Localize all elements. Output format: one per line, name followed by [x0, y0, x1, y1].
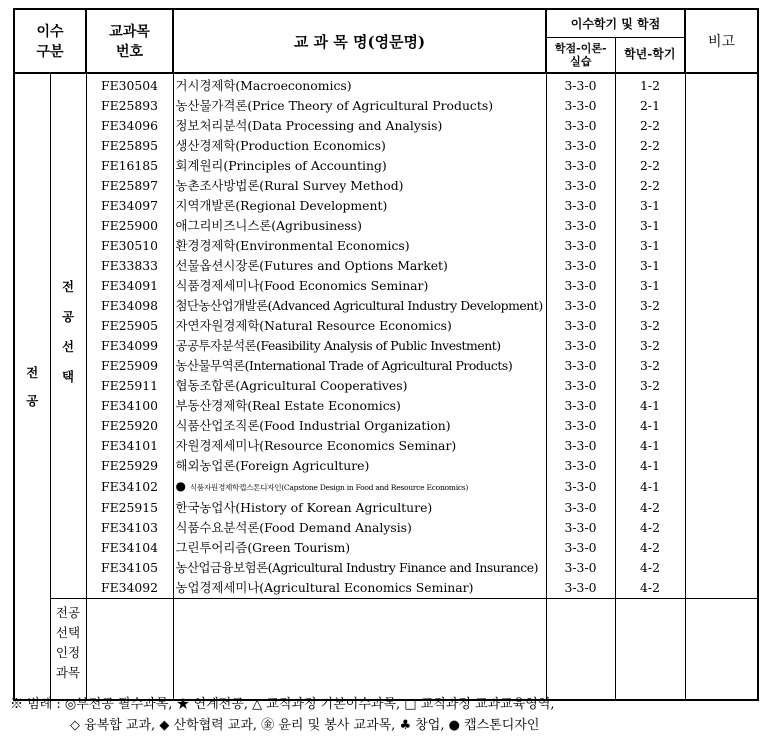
course-remarks	[685, 336, 758, 356]
header-credits-sub-line1: 학점-이론-	[554, 41, 607, 55]
course-remarks	[685, 196, 758, 216]
course-name: 회계원리(Principles of Accounting)	[173, 156, 546, 176]
header-credits-sub-line2: 실습	[570, 54, 592, 68]
recognized-label-word: 선택	[55, 625, 81, 640]
header-category	[14, 9, 86, 73]
course-credits: 3-3-0	[546, 176, 615, 196]
category-major	[14, 73, 50, 700]
recognized-elective-row	[14, 599, 758, 701]
course-code: FE34091	[86, 276, 173, 296]
course-remarks	[685, 316, 758, 336]
course-remarks	[685, 518, 758, 538]
recognized-elective-label	[50, 599, 86, 701]
recognized-label-word: 과목	[55, 665, 81, 680]
course-remarks	[685, 356, 758, 376]
course-code: FE25897	[86, 176, 173, 196]
course-year-semester: 3-2	[615, 336, 685, 356]
table-row	[14, 196, 758, 216]
recognized-empty-cell	[86, 599, 173, 701]
course-code: FE16185	[86, 156, 173, 176]
course-code: FE25905	[86, 316, 173, 336]
header-semester-credit: 이수학기 및 학점	[546, 9, 685, 37]
recognized-empty-cell	[685, 599, 758, 701]
course-credits: 3-3-0	[546, 578, 615, 599]
table-row	[14, 476, 758, 498]
table-row	[14, 136, 758, 156]
table-row	[14, 256, 758, 276]
course-code: FE34103	[86, 518, 173, 538]
header-code-bottom: 번호	[115, 44, 144, 60]
table-row	[14, 518, 758, 538]
course-name: 생산경제학(Production Economics)	[173, 136, 546, 156]
category-elective-char: 선	[62, 339, 74, 354]
course-credits: 3-3-0	[546, 136, 615, 156]
course-remarks	[685, 96, 758, 116]
course-credits: 3-3-0	[546, 356, 615, 376]
recognized-empty-cell	[615, 599, 685, 701]
course-credits: 3-3-0	[546, 316, 615, 336]
recognized-label-word: 인정	[55, 645, 81, 660]
course-name: 애그리비즈니스론(Agribusiness)	[173, 216, 546, 236]
course-code: FE34101	[86, 436, 173, 456]
course-name: 자연자원경제학(Natural Resource Economics)	[173, 316, 546, 336]
course-year-semester: 4-2	[615, 538, 685, 558]
table-row	[14, 276, 758, 296]
course-remarks	[685, 176, 758, 196]
table-row	[14, 558, 758, 578]
course-remarks	[685, 276, 758, 296]
category-elective	[50, 73, 86, 599]
table-row	[14, 96, 758, 116]
course-name: 정보처리분석(Data Processing and Analysis)	[173, 116, 546, 136]
course-year-semester: 4-1	[615, 396, 685, 416]
course-year-semester: 2-1	[615, 96, 685, 116]
table-row	[14, 316, 758, 336]
course-remarks	[685, 236, 758, 256]
course-credits: 3-3-0	[546, 376, 615, 396]
course-name: 농산물가격론(Price Theory of Agricultural Products)	[173, 96, 546, 116]
course-code: FE33833	[86, 256, 173, 276]
course-name	[173, 476, 546, 498]
course-name: 자원경제세미나(Resource Economics Seminar)	[173, 436, 546, 456]
table-row	[14, 73, 758, 96]
header-course-name: 교 과 목 명(영문명)	[173, 9, 546, 73]
course-code: FE34096	[86, 116, 173, 136]
course-code: FE25911	[86, 376, 173, 396]
course-year-semester: 2-2	[615, 176, 685, 196]
course-remarks	[685, 296, 758, 316]
course-remarks	[685, 578, 758, 599]
course-credits: 3-3-0	[546, 416, 615, 436]
table-row	[14, 216, 758, 236]
course-year-semester: 4-2	[615, 498, 685, 518]
course-table-document	[13, 8, 759, 701]
course-name: 거시경제학(Macroeconomics)	[173, 73, 546, 96]
course-year-semester: 3-1	[615, 236, 685, 256]
category-elective-char: 택	[62, 369, 74, 384]
course-year-semester: 4-2	[615, 518, 685, 538]
course-credits: 3-3-0	[546, 296, 615, 316]
recognized-empty-cell	[173, 599, 546, 701]
legend	[10, 694, 770, 736]
course-name: 그린투어리즘(Green Tourism)	[173, 538, 546, 558]
table-row	[14, 578, 758, 599]
course-name: 한국농업사(History of Korean Agriculture)	[173, 498, 546, 518]
course-remarks	[685, 376, 758, 396]
header-credits-sub	[546, 37, 615, 73]
legend-line-1: ※ 범례 : ◎부전공 필수과목, ★ 연계전공, △ 교직과정 기본이수과목, □ 교직과정 교과교육영역,	[10, 697, 555, 712]
course-credits: 3-3-0	[546, 73, 615, 96]
course-year-semester: 1-2	[615, 73, 685, 96]
course-name: 농업경제세미나(Agricultural Economics Seminar)	[173, 578, 546, 599]
course-year-semester: 3-1	[615, 216, 685, 236]
course-remarks	[685, 498, 758, 518]
course-credits: 3-3-0	[546, 196, 615, 216]
course-name: 선물옵션시장론(Futures and Options Market)	[173, 256, 546, 276]
course-remarks	[685, 73, 758, 96]
table-row	[14, 498, 758, 518]
course-remarks	[685, 476, 758, 498]
course-credits: 3-3-0	[546, 116, 615, 136]
course-credits: 3-3-0	[546, 96, 615, 116]
course-credits: 3-3-0	[546, 216, 615, 236]
recognized-empty-cell	[546, 599, 615, 701]
course-year-semester: 3-2	[615, 356, 685, 376]
course-year-semester: 3-2	[615, 376, 685, 396]
course-code: FE34098	[86, 296, 173, 316]
table-row	[14, 456, 758, 476]
course-name: 첨단농산업개발론(Advanced Agricultural Industry Development)	[173, 296, 546, 316]
course-credits: 3-3-0	[546, 518, 615, 538]
course-code: FE34104	[86, 538, 173, 558]
course-code: FE34100	[86, 396, 173, 416]
header-remarks: 비고	[685, 9, 758, 73]
table-row	[14, 376, 758, 396]
course-remarks	[685, 156, 758, 176]
course-credits: 3-3-0	[546, 456, 615, 476]
course-name: 공공투자분석론(Feasibility Analysis of Public Investment)	[173, 336, 546, 356]
table-row	[14, 416, 758, 436]
category-major-char: 공	[26, 392, 39, 408]
table-row	[14, 296, 758, 316]
course-remarks	[685, 558, 758, 578]
course-remarks	[685, 456, 758, 476]
course-name: 해외농업론(Foreign Agriculture)	[173, 456, 546, 476]
course-code: FE25920	[86, 416, 173, 436]
course-year-semester: 3-1	[615, 196, 685, 216]
category-elective-char: 전	[62, 279, 74, 294]
course-code: FE34097	[86, 196, 173, 216]
course-credits: 3-3-0	[546, 236, 615, 256]
course-code: FE25900	[86, 216, 173, 236]
course-code: FE25909	[86, 356, 173, 376]
course-code: FE34099	[86, 336, 173, 356]
course-credits: 3-3-0	[546, 498, 615, 518]
category-major-char: 전	[26, 364, 39, 380]
table-row	[14, 116, 758, 136]
course-name: 협동조합론(Agricultural Cooperatives)	[173, 376, 546, 396]
course-name: 식품수요분석론(Food Demand Analysis)	[173, 518, 546, 538]
course-credits: 3-3-0	[546, 156, 615, 176]
course-year-semester: 3-2	[615, 316, 685, 336]
course-year-semester: 3-1	[615, 276, 685, 296]
course-credits: 3-3-0	[546, 336, 615, 356]
course-name: 환경경제학(Environmental Economics)	[173, 236, 546, 256]
course-year-semester: 3-2	[615, 296, 685, 316]
course-remarks	[685, 256, 758, 276]
course-credits: 3-3-0	[546, 276, 615, 296]
header-category-top: 이수	[36, 24, 64, 40]
table-row	[14, 336, 758, 356]
legend-line-2: ◇ 융복합 교과, ◆ 산학협력 교과, ㊎ 윤리 및 봉사 교과목, ♣ 창업, ● 캡스톤디자인	[70, 718, 540, 733]
course-name: 식품경제세미나(Food Economics Seminar)	[173, 276, 546, 296]
course-credits: 3-3-0	[546, 476, 615, 498]
course-credits: 3-3-0	[546, 538, 615, 558]
course-credits: 3-3-0	[546, 436, 615, 456]
course-credits: 3-3-0	[546, 396, 615, 416]
table-row	[14, 436, 758, 456]
course-name-text: 식품자원경제학캡스톤디자인(Capstone Design in Food and Resource Economics)	[189, 483, 469, 492]
course-year-semester: 4-1	[615, 436, 685, 456]
course-name: 식품산업조직론(Food Industrial Organization)	[173, 416, 546, 436]
course-remarks	[685, 396, 758, 416]
course-remarks	[685, 136, 758, 156]
course-year-semester: 4-1	[615, 476, 685, 498]
course-remarks	[685, 116, 758, 136]
category-elective-char: 공	[62, 309, 74, 324]
course-year-semester: 3-1	[615, 256, 685, 276]
table-row	[14, 156, 758, 176]
course-name: 농촌조사방법론(Rural Survey Method)	[173, 176, 546, 196]
recognized-label-word: 전공	[55, 605, 81, 620]
course-table	[13, 8, 759, 701]
table-row	[14, 396, 758, 416]
capstone-bullet-icon: ●	[175, 479, 190, 493]
course-remarks	[685, 436, 758, 456]
table-row	[14, 356, 758, 376]
course-code: FE34105	[86, 558, 173, 578]
course-year-semester: 4-1	[615, 456, 685, 476]
course-year-semester: 2-2	[615, 156, 685, 176]
course-year-semester: 4-2	[615, 558, 685, 578]
course-credits: 3-3-0	[546, 558, 615, 578]
header-code	[86, 9, 173, 73]
course-year-semester: 4-1	[615, 416, 685, 436]
course-name: 부동산경제학(Real Estate Economics)	[173, 396, 546, 416]
course-code: FE25895	[86, 136, 173, 156]
table-row	[14, 236, 758, 256]
header-category-bottom: 구분	[36, 44, 64, 60]
course-credits: 3-3-0	[546, 256, 615, 276]
course-code: FE34092	[86, 578, 173, 599]
header-year-semester: 학년-학기	[615, 37, 685, 73]
course-code: FE30510	[86, 236, 173, 256]
course-year-semester: 2-2	[615, 136, 685, 156]
course-code: FE25893	[86, 96, 173, 116]
course-name: 지역개발론(Regional Development)	[173, 196, 546, 216]
header-code-top: 교과목	[109, 24, 150, 40]
course-name: 농산업금융보험론(Agricultural Industry Finance and Insurance)	[173, 558, 546, 578]
course-remarks	[685, 216, 758, 236]
course-year-semester: 4-2	[615, 578, 685, 599]
course-name: 농산물무역론(International Trade of Agricultural Products)	[173, 356, 546, 376]
course-code: FE25915	[86, 498, 173, 518]
course-remarks	[685, 416, 758, 436]
course-code: FE25929	[86, 456, 173, 476]
table-row	[14, 538, 758, 558]
course-year-semester: 2-2	[615, 116, 685, 136]
course-code: FE30504	[86, 73, 173, 96]
course-code: FE34102	[86, 476, 173, 498]
table-row	[14, 176, 758, 196]
course-remarks	[685, 538, 758, 558]
